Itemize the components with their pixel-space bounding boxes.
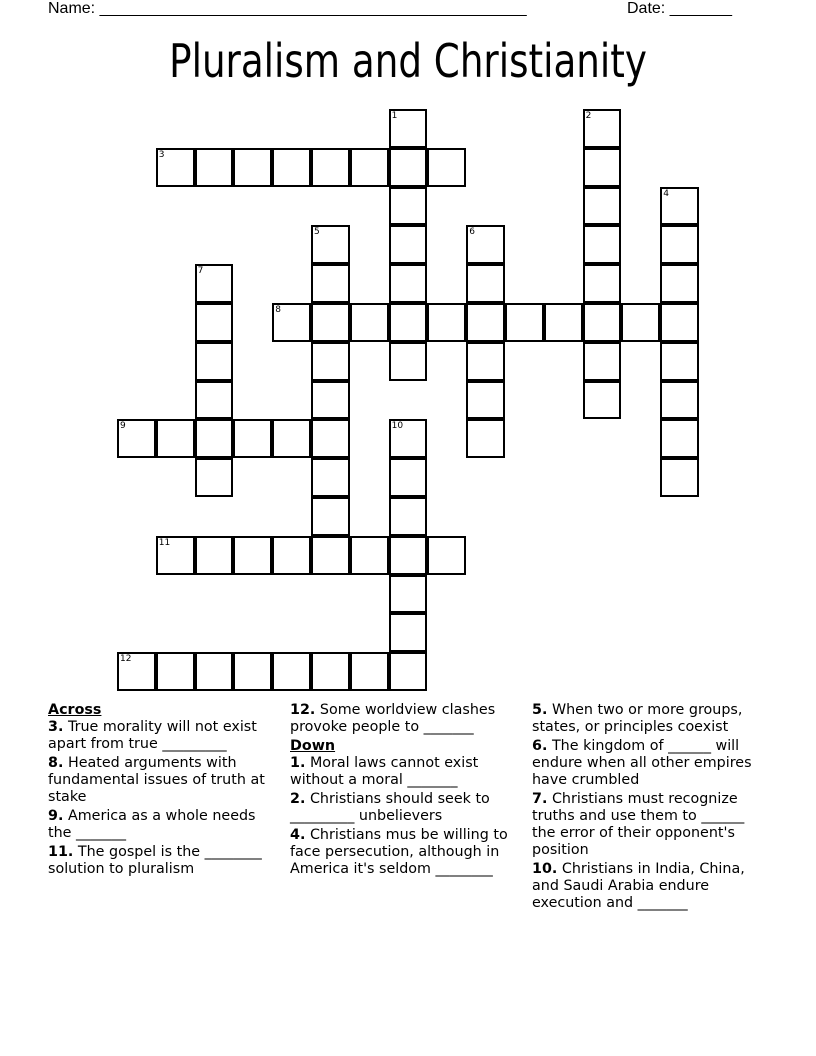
clue-number-label: 4 [663,188,669,199]
grid-cell[interactable] [389,497,428,536]
clue-number: 1. [290,755,306,771]
grid-cell[interactable] [156,148,195,187]
clue-text: Christians must recognize truths and use them to ______ the error of their opponent's position [532,791,745,858]
grid-cell[interactable] [195,652,234,691]
grid-cell[interactable] [389,458,428,497]
clue-down-6 [532,738,762,789]
grid-cell[interactable] [389,109,428,148]
grid-cell[interactable] [195,419,234,458]
grid-cell[interactable] [389,187,428,226]
grid-cell[interactable] [389,225,428,264]
clue-number: 4. [290,827,306,843]
grid-cell[interactable] [311,419,350,458]
clue-number-label: 1 [391,111,398,121]
clue-number-label: 3 [158,149,165,160]
grid-cell[interactable] [311,303,350,342]
grid-cell[interactable] [311,264,350,303]
grid-cell[interactable] [389,342,428,381]
grid-cell[interactable] [156,536,195,575]
clue-text: Moral laws cannot exist without a moral _______ [290,755,479,788]
name-field[interactable]: Name: ________________________________________________ [48,0,527,17]
clue-number-label: 2 [585,111,592,121]
clue-number-label: 6 [469,227,475,238]
grid-cell[interactable] [583,342,622,381]
clue-text: True morality will not exist apart from true _________ [48,719,257,752]
grid-cell[interactable] [389,613,428,652]
clue-number-label: 7 [197,266,204,277]
clues-column-1 [48,702,280,880]
clue-number-label: 5 [314,227,320,238]
clue-number: 2. [290,791,306,807]
grid-cell[interactable] [389,303,428,342]
grid-cell[interactable] [583,303,622,342]
clue-number: 7. [532,791,548,807]
grid-cell[interactable] [195,148,234,187]
grid-cell[interactable] [583,187,622,226]
grid-cell[interactable] [311,536,350,575]
grid-cell[interactable] [350,536,389,575]
grid-cell[interactable] [389,575,428,614]
grid-cell[interactable] [389,264,428,303]
grid-cell[interactable] [195,536,234,575]
grid-cell[interactable] [156,652,195,691]
clue-number: 8. [48,755,64,771]
grid-cell[interactable] [583,264,622,303]
grid-cell[interactable] [272,148,311,187]
clue-text: Christians mus be willing to face persecution, although in America it's seldom ________ [290,827,508,877]
grid-cell[interactable] [389,148,428,187]
clue-number-label: 9 [120,421,126,432]
grid-cell[interactable] [389,652,428,691]
grid-cell[interactable] [350,652,389,691]
page-title: Pluralism and Christianity [169,34,647,88]
grid-cell[interactable] [117,652,156,691]
across-heading: Across [48,702,102,718]
clue-text: Christians should seek to _________ unbelievers [290,791,490,824]
clue-text: Christians in India, China, and Saudi Arabia endure execution and _______ [532,861,745,911]
grid-cell[interactable] [233,536,272,575]
clue-across-12 [290,702,522,736]
grid-cell[interactable] [272,536,311,575]
clue-text: Heated arguments with fundamental issues of truth at stake [48,755,265,805]
grid-cell[interactable] [660,225,699,264]
grid-cell[interactable] [195,264,234,303]
clue-down-1 [290,755,522,789]
grid-cell[interactable] [621,303,660,342]
grid-cell[interactable] [427,536,466,575]
grid-cell[interactable] [389,419,428,458]
clue-number: 9. [48,808,64,824]
grid-cell[interactable] [233,419,272,458]
clue-number-label: 12 [120,654,132,665]
grid-cell[interactable] [660,419,699,458]
clue-down-2 [290,791,522,825]
grid-cell[interactable] [350,148,389,187]
grid-cell[interactable] [272,652,311,691]
clue-number: 3. [48,719,64,735]
clue-down-4 [290,827,522,878]
grid-cell[interactable] [195,303,234,342]
grid-cell[interactable] [583,225,622,264]
down-heading: Down [290,738,336,754]
clue-across-11 [48,844,280,878]
clue-number: 10. [532,861,558,877]
clue-number-label: 8 [275,305,281,315]
grid-cell[interactable] [427,303,466,342]
grid-cell[interactable] [660,264,699,303]
grid-cell[interactable] [466,264,505,303]
clue-across-9 [48,808,280,842]
grid-cell[interactable] [660,342,699,381]
clue-number: 5. [532,702,548,718]
grid-cell[interactable] [583,381,622,420]
grid-cell[interactable] [466,419,505,458]
clue-down-7 [532,791,762,859]
grid-cell[interactable] [466,225,505,264]
grid-cell[interactable] [311,458,350,497]
grid-cell[interactable] [466,381,505,420]
grid-cell[interactable] [311,381,350,420]
clue-across-8 [48,755,280,806]
grid-cell[interactable] [311,497,350,536]
grid-cell[interactable] [311,652,350,691]
clues-column-2 [290,702,522,880]
grid-cell[interactable] [505,303,544,342]
grid-cell[interactable] [350,303,389,342]
grid-cell[interactable] [466,342,505,381]
grid-cell[interactable] [466,303,505,342]
grid-cell[interactable] [233,652,272,691]
grid-cell[interactable] [544,303,583,342]
grid-cell[interactable] [195,342,234,381]
clue-text: America as a whole needs the _______ [48,808,256,841]
grid-cell[interactable] [117,419,156,458]
grid-cell[interactable] [311,342,350,381]
grid-cell[interactable] [233,148,272,187]
clues-column-3 [532,702,762,914]
clue-across-3 [48,719,280,753]
grid-cell[interactable] [660,187,699,226]
date-field[interactable]: Date: _______ [627,0,732,17]
grid-cell[interactable] [660,303,699,342]
grid-cell[interactable] [156,419,195,458]
clue-down-5 [532,702,762,736]
grid-cell[interactable] [311,148,350,187]
grid-cell[interactable] [583,109,622,148]
grid-cell[interactable] [660,458,699,497]
grid-cell[interactable] [583,148,622,187]
clue-text: The gospel is the ________ solution to pluralism [48,844,262,877]
grid-cell[interactable] [311,225,350,264]
clue-number-label: 10 [391,421,404,432]
clue-down-10 [532,861,762,912]
clue-number: 11. [48,844,74,860]
grid-cell[interactable] [195,381,234,420]
clue-text: When two or more groups, states, or principles coexist [532,702,743,735]
grid-cell[interactable] [389,536,428,575]
clue-number: 6. [532,738,548,754]
clue-number: 12. [290,702,316,718]
grid-cell[interactable] [272,303,311,342]
clue-text: The kingdom of ______ will endure when all other empires have crumbled [532,738,752,788]
grid-cell[interactable] [427,148,466,187]
clue-number-label: 11 [158,537,171,548]
grid-cell[interactable] [195,458,234,497]
grid-cell[interactable] [272,419,311,458]
clue-text: Some worldview clashes provoke people to _______ [290,702,496,735]
grid-cell[interactable] [660,381,699,420]
